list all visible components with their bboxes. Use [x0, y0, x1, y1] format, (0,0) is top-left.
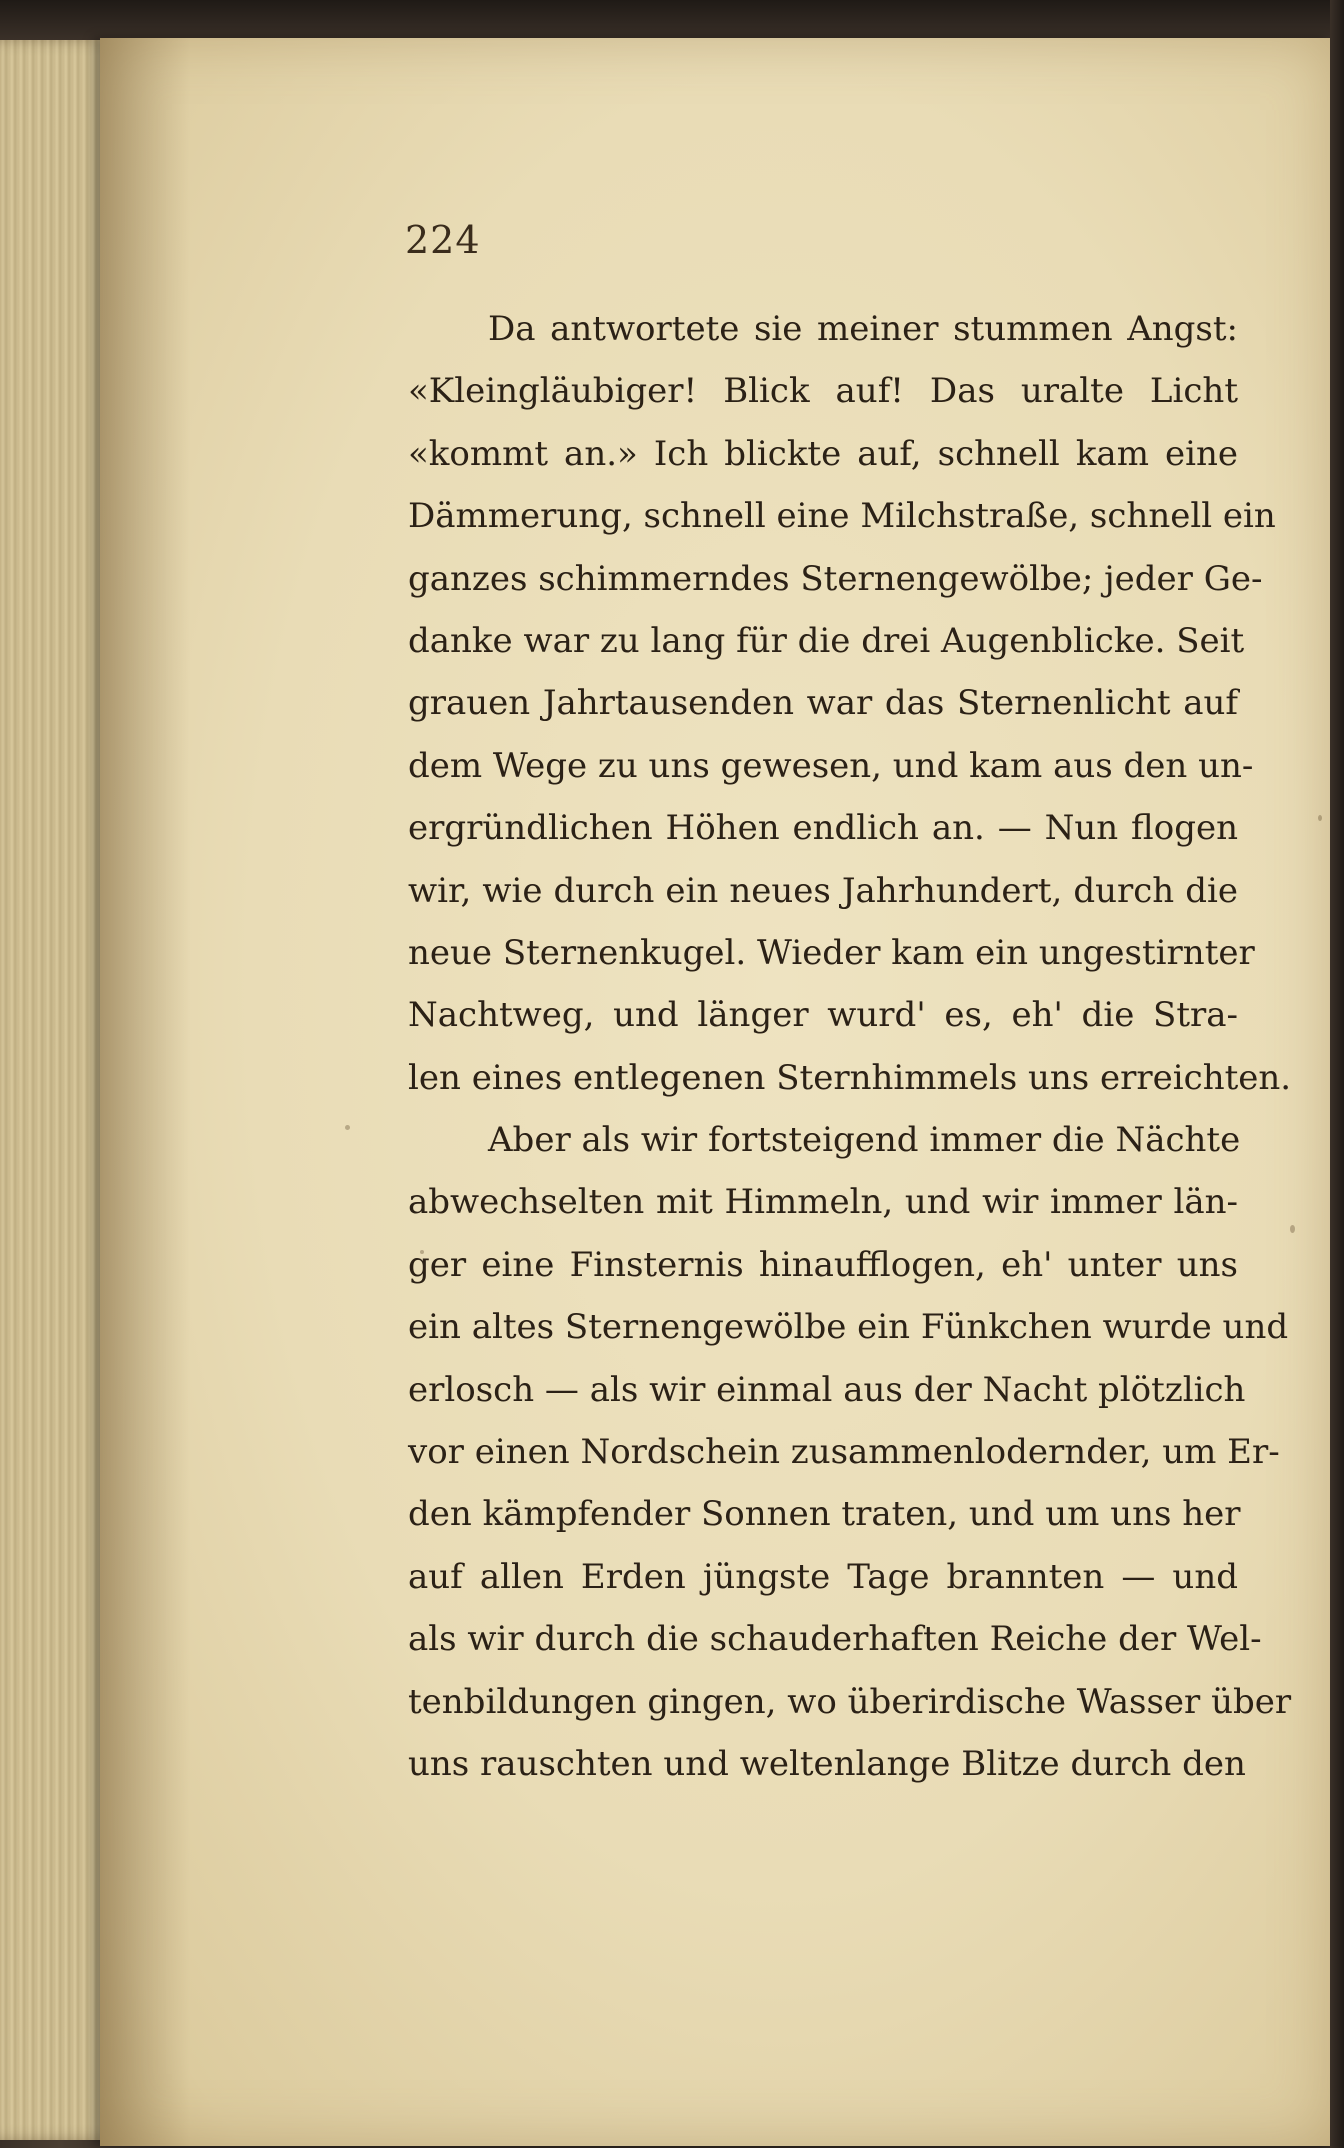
text-line: den kämpfender Sonnen traten, und um uns her: [408, 1494, 1241, 1535]
scan-top-edge: [0, 0, 1344, 40]
body-text: [408, 298, 1292, 1795]
text-line: «kommt an.» Ich blickte auf, schnell kam eine: [408, 433, 1238, 474]
text-line: dem Wege zu uns gewesen, und kam aus den un-: [408, 745, 1254, 786]
text-line: Dämmerung, schnell eine Milchstraße, schnell ein: [408, 496, 1276, 537]
text-line: ger eine Finsternis hinaufflogen, eh' unter uns: [408, 1244, 1238, 1285]
text-line: Da antwortete sie meiner stummen Angst:: [488, 309, 1238, 349]
text-line: neue Sternenkugel. Wieder kam ein ungestirnter: [408, 932, 1255, 973]
page-number: 224: [405, 218, 481, 262]
text-line: Nachtweg, und länger wurd' es, eh' die Stra-: [408, 995, 1238, 1036]
paper-fleck: [1318, 815, 1322, 821]
text-line: wir, wie durch ein neues Jahrhundert, durch die: [408, 870, 1238, 911]
text-line: erlosch — als wir einmal aus der Nacht plötzlich: [408, 1369, 1246, 1410]
paper-fleck: [1290, 1225, 1295, 1233]
text-line: abwechselten mit Himmeln, und wir immer län-: [408, 1182, 1238, 1223]
text-line: danke war zu lang für die drei Augenblicke. Seit: [408, 620, 1245, 661]
text-line: uns rauschten und weltenlange Blitze durch den: [408, 1743, 1246, 1784]
text-line: len eines entlegenen Sternhimmels uns erreichten.: [408, 1057, 1292, 1098]
text-line: ganzes schimmerndes Sternengewölbe; jeder Ge-: [408, 558, 1263, 599]
text-line: tenbildungen gingen, wo überirdische Wasser über: [408, 1681, 1292, 1722]
text-line: «Kleingläubiger! Blick auf! Das uralte Licht: [408, 371, 1238, 412]
text-line: auf allen Erden jüngste Tage brannten — und: [408, 1556, 1238, 1597]
text-line: ergründlichen Höhen endlich an. — Nun flogen: [408, 808, 1238, 849]
text-line: als wir durch die schauderhaften Reiche der Wel-: [408, 1619, 1262, 1660]
scan-right-edge: [1330, 0, 1344, 2148]
text-line: ein altes Sternengewölbe ein Fünkchen wurde und: [408, 1307, 1289, 1348]
text-line: Aber als wir fortsteigend immer die Nächte: [488, 1120, 1241, 1161]
text-line: grauen Jahrtausenden war das Sternenlicht auf: [408, 683, 1238, 724]
paper-fleck: [345, 1125, 350, 1130]
text-line: vor einen Nordschein zusammenlodernder, um Er-: [408, 1432, 1280, 1473]
